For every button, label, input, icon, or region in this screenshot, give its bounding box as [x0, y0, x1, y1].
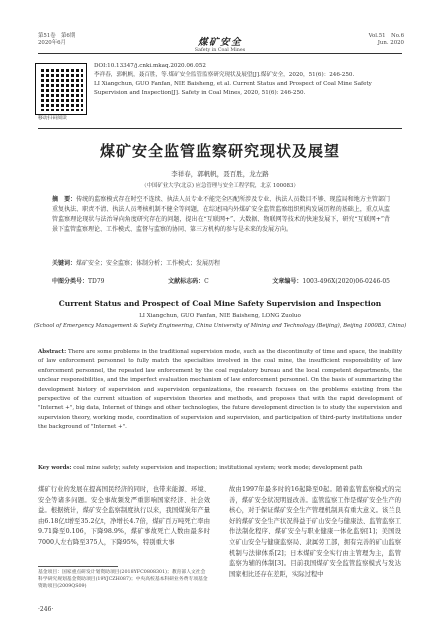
keywords-cn-label: 关键词： [52, 260, 77, 267]
keywords-en [38, 464, 402, 473]
page-number: ·246· [38, 606, 54, 613]
clc-code [52, 276, 104, 285]
footnote-funding: 基金项目：国家重点研发计划资助项目(2018YFC0808301)；教育部人文社会科学研究规划基金资助项目(19YJCZH087)；中央高校基本科研业务费专项基金资助项目(2009QS09) [38, 570, 208, 589]
abstract-en-text: There are some problems in the traditional supervision mode, such as the discontinuity of time and space, the inability of law enforcement personnel to fully match the specialties involved in the coal mine, the insufficient responsibility of law enforcement personnel, the repeated law enforcement by the coal regulatory bureau and the local competent departments, the unclear responsibilities, and the imperfect evaluation mechanism of law enforcement personnel. On the basis of summarizing the development history of supervision and supervision organizations, the research focuses on the problems existing from the perspective of the current situation of supervision theories and methods, and proposes that with the rapid development of "Internet +", big data, Internet of things and other technologies, the future development direction is to study the supervision and supervision theory, working mode, coordination of supervision and supervision, and participation of third-party institutions under the background of "Internet +". [38, 349, 403, 431]
date-cn: 2020年6月 [38, 40, 66, 46]
affiliation-en: (School of Emergency Management & Safety Engineering, China University of Mining and Technology (Beijing), Beijing 100083, China) [33, 323, 407, 329]
journal-name-en: Safety in Coal Mines [194, 48, 246, 53]
keywords-cn-text: 煤矿安全；安全监察；体制分析；工作模式；发展历程 [76, 260, 221, 267]
meta-rule [38, 128, 402, 129]
volume-cn: 第51卷 第6期 [38, 33, 76, 39]
clc-label: 中图分类号： [52, 278, 89, 285]
footnote-rule [38, 566, 118, 567]
art-label: 文章编号： [272, 278, 303, 285]
article-title-en: Current Status and Prospect of Coal Mine Safety Supervision and Inspection [58, 299, 382, 308]
citation-en: LI Xiangchun, GUO Fanfan, NIE Baisheng, et al. Current Status and Prospect of Coal Mine Safety Supervision and Inspection[J]. Safety in Coal Mines, 2020, 51(6): 246-250. [94, 81, 372, 96]
abstract-cn-text: 传统的监察模式存在时空不连续、执法人员专业不能完全匹配所涉及专业、执法人员数目不够、现监局和地方主管部门重复执法、职责不清、执法人员考核机制不健全等问题，在综述国内外煤矿安全监管监察组织机构发展历程的基础上，重点从监管监察理论现状与法治导向角度研究存在的问题，提出在“互联网+”、大数据、物联网等技术的快速发展下，研究“互联网+”背景下监管监察理论、工作模式、监督与监察的协同、第三方机构的参与是未来的发展方向。 [52, 196, 390, 233]
authors-en: LI Xiangchun, GUO Fanfan, NIE Baisheng, LONG Zuoluo [139, 313, 301, 319]
qr-code[interactable] [36, 64, 86, 114]
keywords-en-text: coal mine safety; safety supervision and inspection; institutional system; work mode; development path [73, 465, 363, 471]
body-column-left: 煤矿行业的发展在提高国民经济的同时，也带来能源、环境、安全等诸多问题。安全事故频发严重影响国家经济、社会效益。根据统计，煤矿安全监察制度执行以来，我国煤炭年产量由6.18亿t增至35.2亿t，净增长4.7倍，煤矿百万吨死亡率由9.71降至0.106，下降98.9%，煤矿事故死亡人数由最多时7000人左右降至375人，下降95%，特别重大事 [38, 486, 210, 546]
body-column-right: 故由1997年最多时的16起降至0起。随着监管监察模式的完善，煤矿安全状况明显改善。监管监察工作是煤矿安全生产的核心，对于保证煤矿安全生产管理机制具有重大意义。该兰良好的煤矿安全生产状况得益于矿山安全与健康法、监管监察工作法制化程序、煤矿安全与职业健康一体化监察[1]；美国设立矿山安全与健康监察局、隶属劳工部，拥有完善的矿山监察机制与法律体系[2]；日本煤矿安全实行由主管理为主，监管监察为辅的体制[3]。目前我国煤矿安全监管监察模式与发达国家相比还存在差距，实际过程中 [229, 486, 401, 578]
authors-cn: 李祥春，郭帆帆，聂百胜，龙左路 [171, 170, 269, 178]
abstract-cn [52, 195, 390, 235]
header-rule [38, 53, 402, 54]
journal-masthead [150, 34, 290, 53]
clc-value: TD79 [88, 278, 105, 285]
keywords-cn [52, 259, 390, 269]
keywords-en-label: Key words: [38, 465, 72, 471]
doc-label: 文献标志码： [168, 278, 205, 285]
citation-block [94, 62, 404, 98]
art-value: 1003-496X(2020)06-0246-05 [302, 278, 390, 285]
article-title-cn: 煤矿安全监管监察研究现状及展望 [99, 142, 340, 160]
volume-en: Vol.51 No.6 [368, 33, 404, 39]
doc-code [168, 276, 209, 285]
classification-row [52, 276, 390, 285]
page-header [0, 0, 440, 53]
citation-cn: 李祥春，郭帆帆，聂百胜，等.煤矿安全监管监察研究现状及展望[J].煤矿安全，2020，51(6)：246-250. [94, 72, 355, 78]
qr-label: 移动扫码阅读 [38, 116, 67, 121]
abstract-en-label: Abstract: [38, 349, 67, 355]
article-number [272, 276, 390, 285]
affiliation-cn: （中国矿业大学(北京) 应急管理与安全工程学院，北京 100083） [141, 183, 299, 189]
header-left [38, 33, 75, 47]
abstract-en [38, 348, 402, 433]
journal-name-cn: 煤矿安全 [197, 37, 242, 48]
doc-value: C [204, 278, 209, 285]
abstract-cn-label: 摘 要： [52, 196, 77, 203]
header-right [369, 33, 404, 47]
date-en: Jun. 2020 [377, 40, 404, 46]
doi[interactable]: DOI:10.13347/j.cnki.mkaq.2020.06.052 [94, 63, 206, 69]
